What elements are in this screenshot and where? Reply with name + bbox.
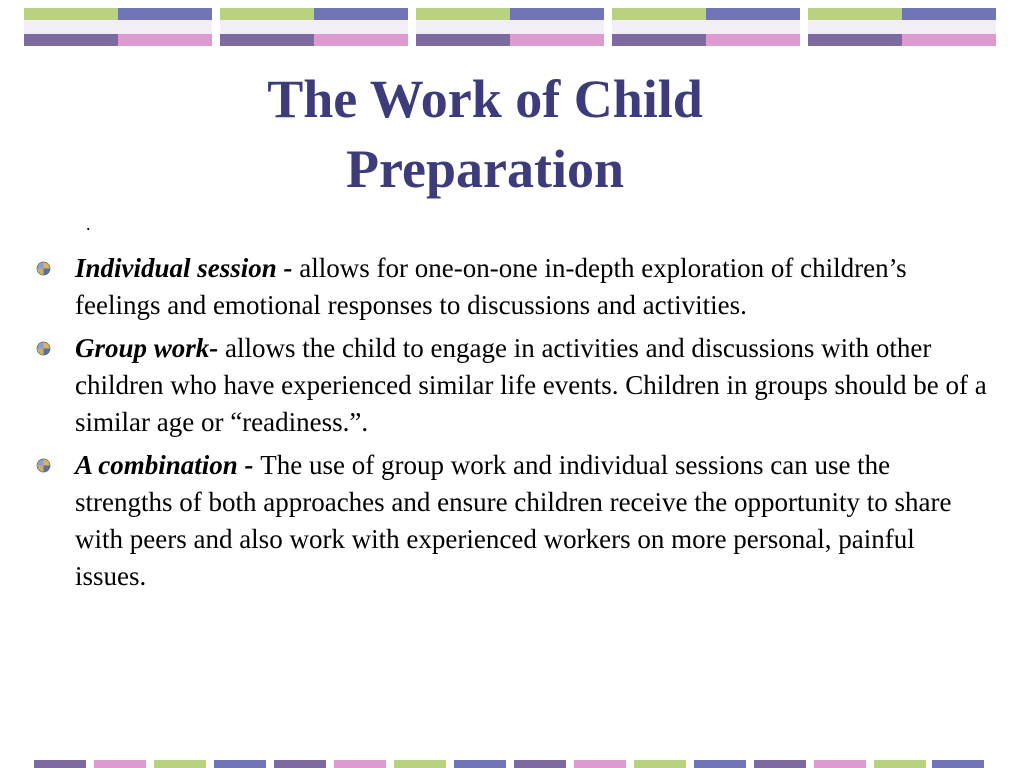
slide-title-line2: Preparation: [346, 139, 624, 199]
decorative-block: [808, 8, 996, 46]
decorative-block: [220, 8, 408, 46]
decorative-block: [612, 8, 800, 46]
bottom-decorative-band: [34, 760, 984, 768]
bullet-list: [30, 250, 990, 601]
bullet-group-work: [30, 330, 990, 441]
bullet-text: allows the child to engage in activities and discussions with other children who have experienced similar life events. Children in groups should be of a similar age or “readiness.”.: [75, 333, 987, 437]
slide-title-line1: The Work of Child: [267, 69, 703, 129]
bullet-lead: A combination -: [75, 450, 261, 480]
sphere-bullet-icon: [36, 261, 51, 276]
slide-title: [130, 64, 840, 204]
top-decorative-band: [24, 8, 1000, 46]
bullet-lead: Group work-: [75, 333, 226, 363]
bullet-text: The use of group work and individual sessions can use the strengths of both approaches and ensure children receive the opportunity to share with peers and also work with experienced workers on more personal, painful issues.: [75, 450, 952, 591]
sphere-bullet-icon: [36, 458, 51, 473]
bullet-text: allows for one-on-one in-depth exploration of children’s feelings and emotional responses to discussions and activities.: [75, 253, 907, 320]
stray-period: .: [86, 214, 91, 234]
bullet-lead: Individual session -: [75, 253, 300, 283]
decorative-block: [416, 8, 604, 46]
decorative-block: [24, 8, 212, 46]
bullet-combination: [30, 447, 990, 595]
bullet-individual-session: [30, 250, 990, 324]
sphere-bullet-icon: [36, 341, 51, 356]
